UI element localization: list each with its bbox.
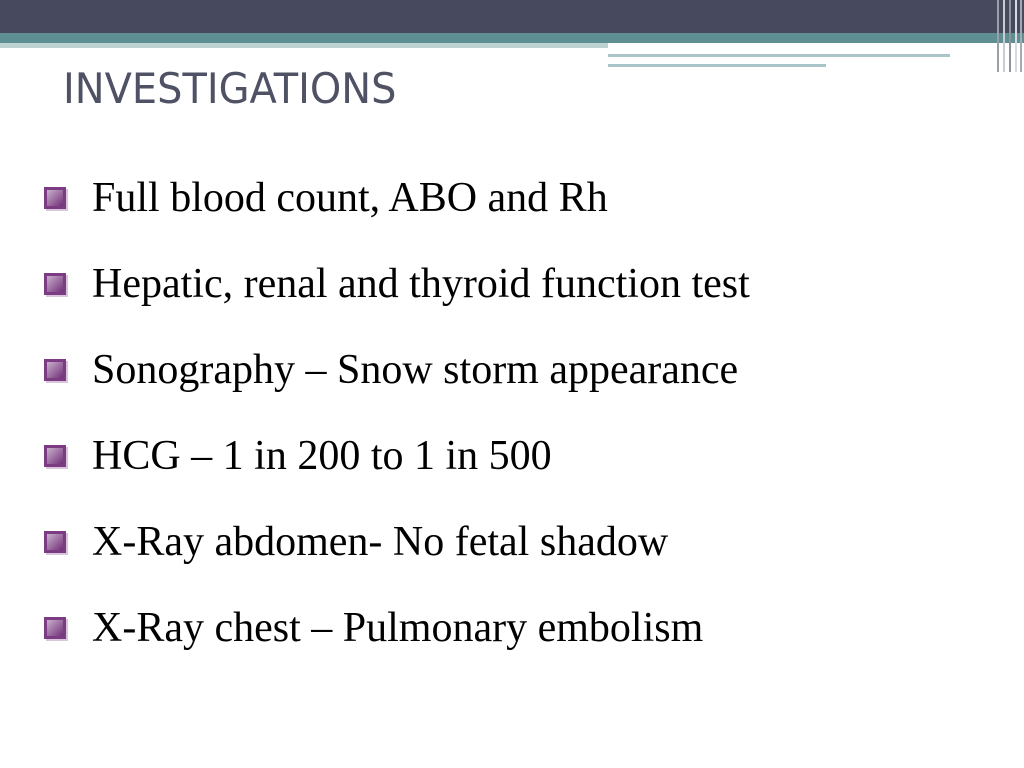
square-bullet-icon [44, 359, 66, 381]
bullet-text: Sonography – Snow storm appearance [92, 347, 739, 393]
header-band-dark [0, 0, 1024, 33]
bullet-item [44, 499, 750, 585]
square-bullet-icon [44, 617, 66, 639]
bullet-text: Hepatic, renal and thyroid function test [92, 261, 750, 307]
bullet-item [44, 413, 750, 499]
bullet-list [44, 155, 750, 671]
bullet-item [44, 155, 750, 241]
square-bullet-icon [44, 445, 66, 467]
bullet-text: HCG – 1 in 200 to 1 in 500 [92, 433, 552, 479]
bullet-item [44, 585, 750, 671]
bullet-item [44, 241, 750, 327]
header-accent-line [608, 54, 950, 57]
bullet-item [44, 327, 750, 413]
header-band-teal [0, 33, 1024, 43]
square-bullet-icon [44, 531, 66, 553]
header-band-light [0, 43, 608, 48]
square-bullet-icon [44, 187, 66, 209]
square-bullet-icon [44, 273, 66, 295]
bullet-text: X-Ray abdomen- No fetal shadow [92, 519, 669, 565]
bullet-text: Full blood count, ABO and Rh [92, 175, 608, 221]
bullet-text: X-Ray chest – Pulmonary embolism [92, 605, 704, 651]
header-accent-line [608, 64, 826, 67]
slide-title: INVESTIGATIONS [63, 64, 397, 113]
header-edge-stripes [994, 0, 1024, 72]
